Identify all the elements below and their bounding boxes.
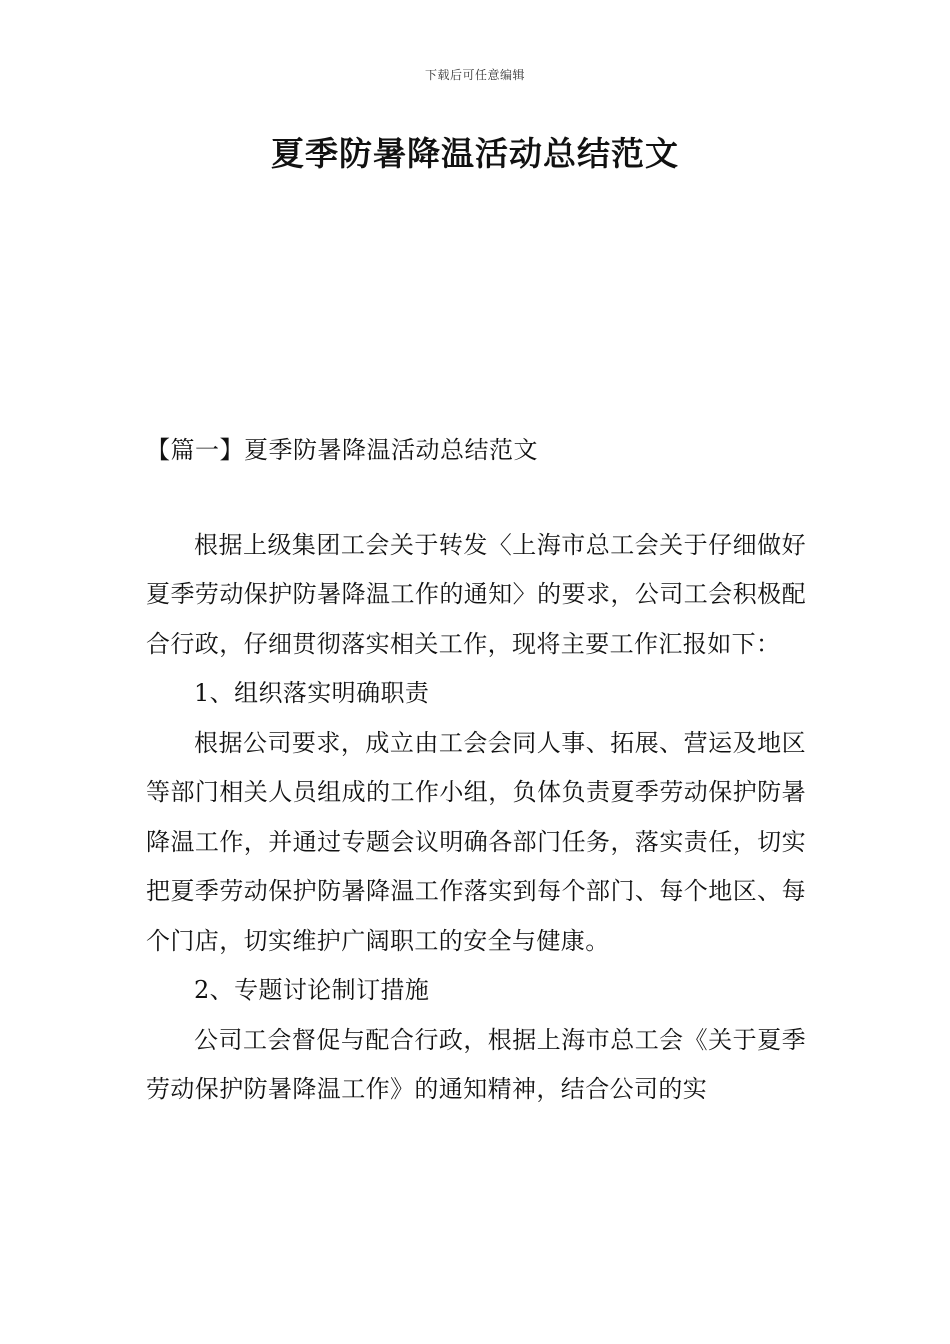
header-note: 下载后可任意编辑 (424, 68, 525, 82)
document-title: 夏季防暑降温活动总结范文 (271, 134, 679, 173)
document-body (146, 426, 806, 1115)
paragraph-organization: 根据公司要求，成立由工会会同人事、拓展、营运及地区等部门相关人员组成的工作小组，负体负责夏季劳动保护防暑降温工作，并通过专题会议明确各部门任务，落实责任，切实把夏季劳动保护防暑降温工作落实到每个部门、每个地区、每个门店，切实维护广阔职工的安全与健康。 (146, 728, 806, 955)
paragraph-measures: 公司工会督促与配合行政，根据上海市总工会《关于夏季劳动保护防暑降温工作》的通知精神，结合公司的实 (146, 1025, 806, 1103)
list-item-2: 2、专题讨论制订措施 (194, 976, 430, 1004)
section-heading: 【篇一】夏季防暑降温活动总结范文 (146, 436, 538, 464)
paragraph-intro: 根据上级集团工会关于转发〈上海市总工会关于仔细做好夏季劳动保护防暑降温工作的通知〉的要求，公司工会积极配合行政，仔细贯彻落实相关工作，现将主要工作汇报如下： (146, 530, 806, 658)
list-item-1: 1、组织落实明确职责 (194, 679, 430, 707)
